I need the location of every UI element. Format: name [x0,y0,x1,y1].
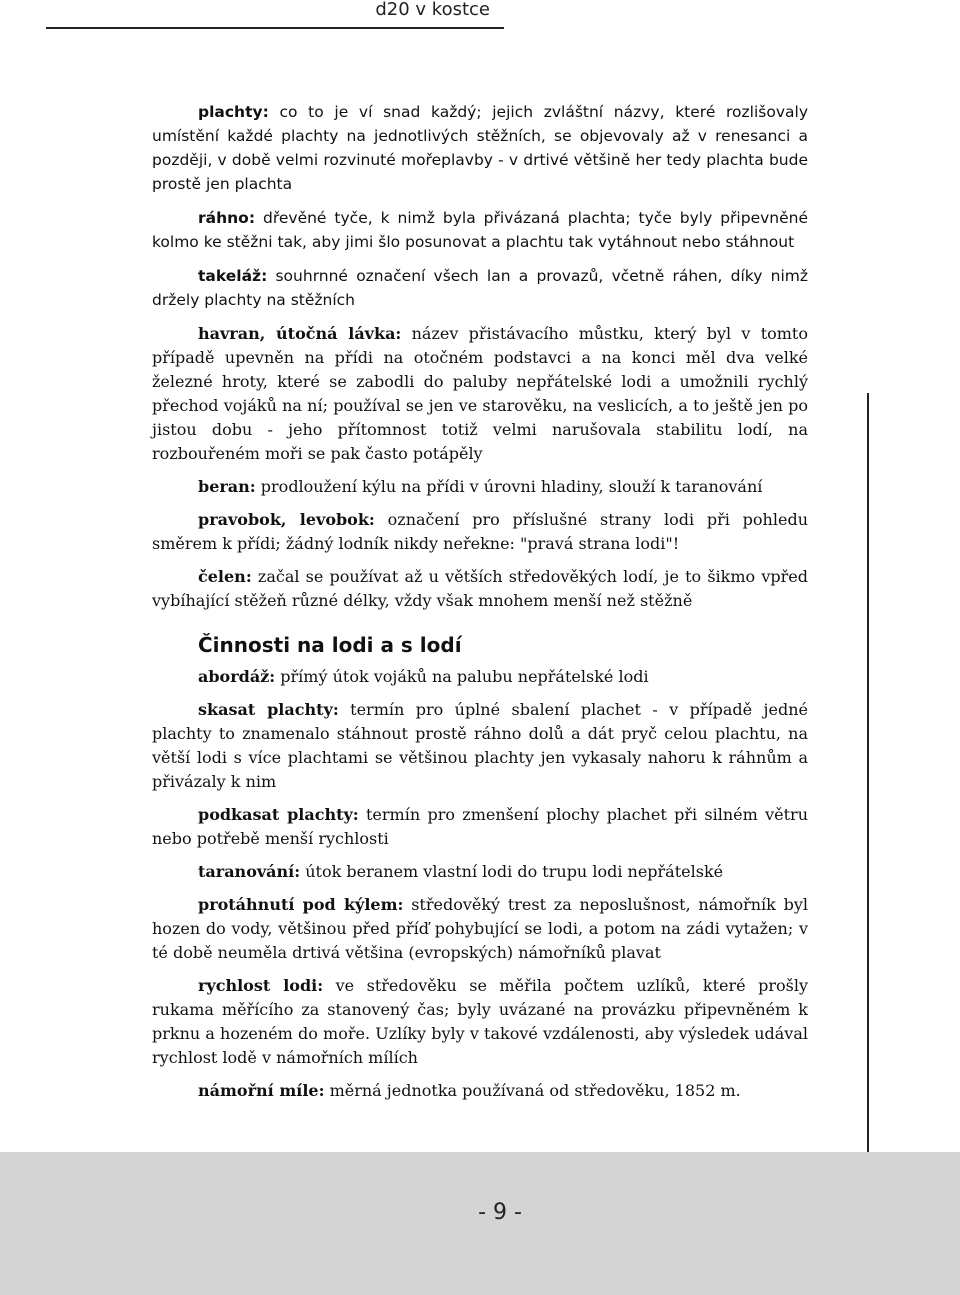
glossary-content [152,100,808,1112]
glossary-term: skasat plachty: [198,700,339,719]
glossary-definition: označení pro příslušné strany lodi při pohledu směrem k přídi; žádný lodník nikdy neřekne: "pravá strana lodi"! [152,510,808,553]
glossary-definition: co to je ví snad každý; jejich zvláštní názvy, které rozlišovaly umístění každé plachty na jednotlivých stěžních, se objevovaly až v renesanci a později, v době velmi rozvinuté mořeplavby - v drtivé většině her tedy plachta bude prostě jen plachta [152,103,808,193]
glossary-term: námořní míle: [198,1081,325,1100]
header-rule [46,27,504,29]
glossary-definition: útok beranem vlastní lodi do trupu lodi nepřátelské [300,862,724,881]
glossary-entry-celen [152,565,808,613]
glossary-term: protáhnutí pod kýlem: [198,895,404,914]
glossary-entry-skasat-plachty [152,698,808,794]
glossary-term: ráhno: [198,209,256,227]
page-number: - 9 - [478,1200,522,1225]
glossary-term: čelen: [198,567,252,586]
glossary-term: pravobok, levobok: [198,510,375,529]
glossary-definition: termín pro úplné sbalení plachet - v případě jedné plachty to znamenalo stáhnout prostě ráhno dolů a dát pryč celou plachtu, na větší lodi s více plachtami se většinou plachty jen vykasaly nahoru k ráhnům a přivázaly k nim [152,700,809,791]
glossary-definition: přímý útok vojáků na palubu nepřátelské lodi [275,667,649,686]
glossary-term: abordáž: [198,667,276,686]
glossary-term: taranování: [198,862,301,881]
glossary-entry-plachty [152,100,808,196]
glossary-entry-protahnuti-pod-kylem [152,893,808,965]
header-title: d20 v kostce [375,0,490,20]
glossary-definition: název přistávacího můstku, který byl v tomto případě upevněn na přídi na otočném podstavci a na konci měl dva velké železné hroty, které se zabodli do paluby nepřátelské lodi a umožnili rychlý přechod vojáků na ní; používal se jen ve starověku, na veslicích, a to ještě jen po jistou dobu - jeho přítomnost totiž velmi narušovala stabilitu lodí, na rozbouřeném moři se pak často potápěly [152,324,808,463]
glossary-definition: začal se používat až u větších středověkých lodí, je to šikmo vpřed vybíhající stěžeň různé délky, vždy však mnohem menší než stěžně [152,567,808,610]
glossary-entry-podkasat-plachty [152,803,808,851]
glossary-term: beran: [198,477,256,496]
glossary-entry-rahno [152,206,808,254]
section-heading: Činnosti na lodi a s lodí [198,633,462,657]
glossary-definition: středověký trest za neposlušnost, námořník byl hozen do vody, většinou před příď pohybující se lodi, a potom na zádi vytažen; v té době neuměla drtivá většina (evropských) námořníků plavat [152,895,809,962]
glossary-term: podkasat plachty: [198,805,359,824]
glossary-entry-pravobok [152,508,808,556]
glossary-definition: termín pro zmenšení plochy plachet při silném větru nebo potřebě menší rychlosti [152,805,808,848]
glossary-entry-rychlost-lodi [152,974,808,1070]
glossary-entry-abordaz [152,665,808,689]
glossary-term: havran, útočná lávka: [198,324,402,343]
glossary-definition: ve středověku se měřila počtem uzlíků, které prošly rukama měřícího za stanovený čas; byly uvázané na provázku připevněném k prknu a hozeném do moře. Uzlíky byly v takové vzdálenosti, aby výsledek udával rychlost lodě v námořních mílích [152,976,809,1067]
glossary-term: rychlost lodi: [198,976,324,995]
glossary-entry-takelaz [152,264,808,312]
glossary-entry-namorni-mile [152,1079,808,1103]
glossary-definition: prodloužení kýlu na přídi v úrovni hladiny, slouží k taranování [255,477,763,496]
glossary-term: plachty: [198,103,269,121]
glossary-term: takeláž: [198,267,268,285]
glossary-entry-havran [152,322,808,466]
glossary-definition: dřevěné tyče, k nimž byla přivázaná plachta; tyče byly připevněné kolmo ke stěžni tak, aby jimi šlo posunovat a plachtu tak vytáhnout nebo stáhnout [152,209,808,251]
glossary-definition: měrná jednotka používaná od středověku, 1852 m. [324,1081,741,1100]
glossary-entry-taranovani [152,860,808,884]
side-rule [867,393,869,1218]
glossary-definition: souhrnné označení všech lan a provazů, včetně ráhen, díky nimž držely plachty na stěžních [152,267,808,309]
glossary-entry-beran [152,475,808,499]
